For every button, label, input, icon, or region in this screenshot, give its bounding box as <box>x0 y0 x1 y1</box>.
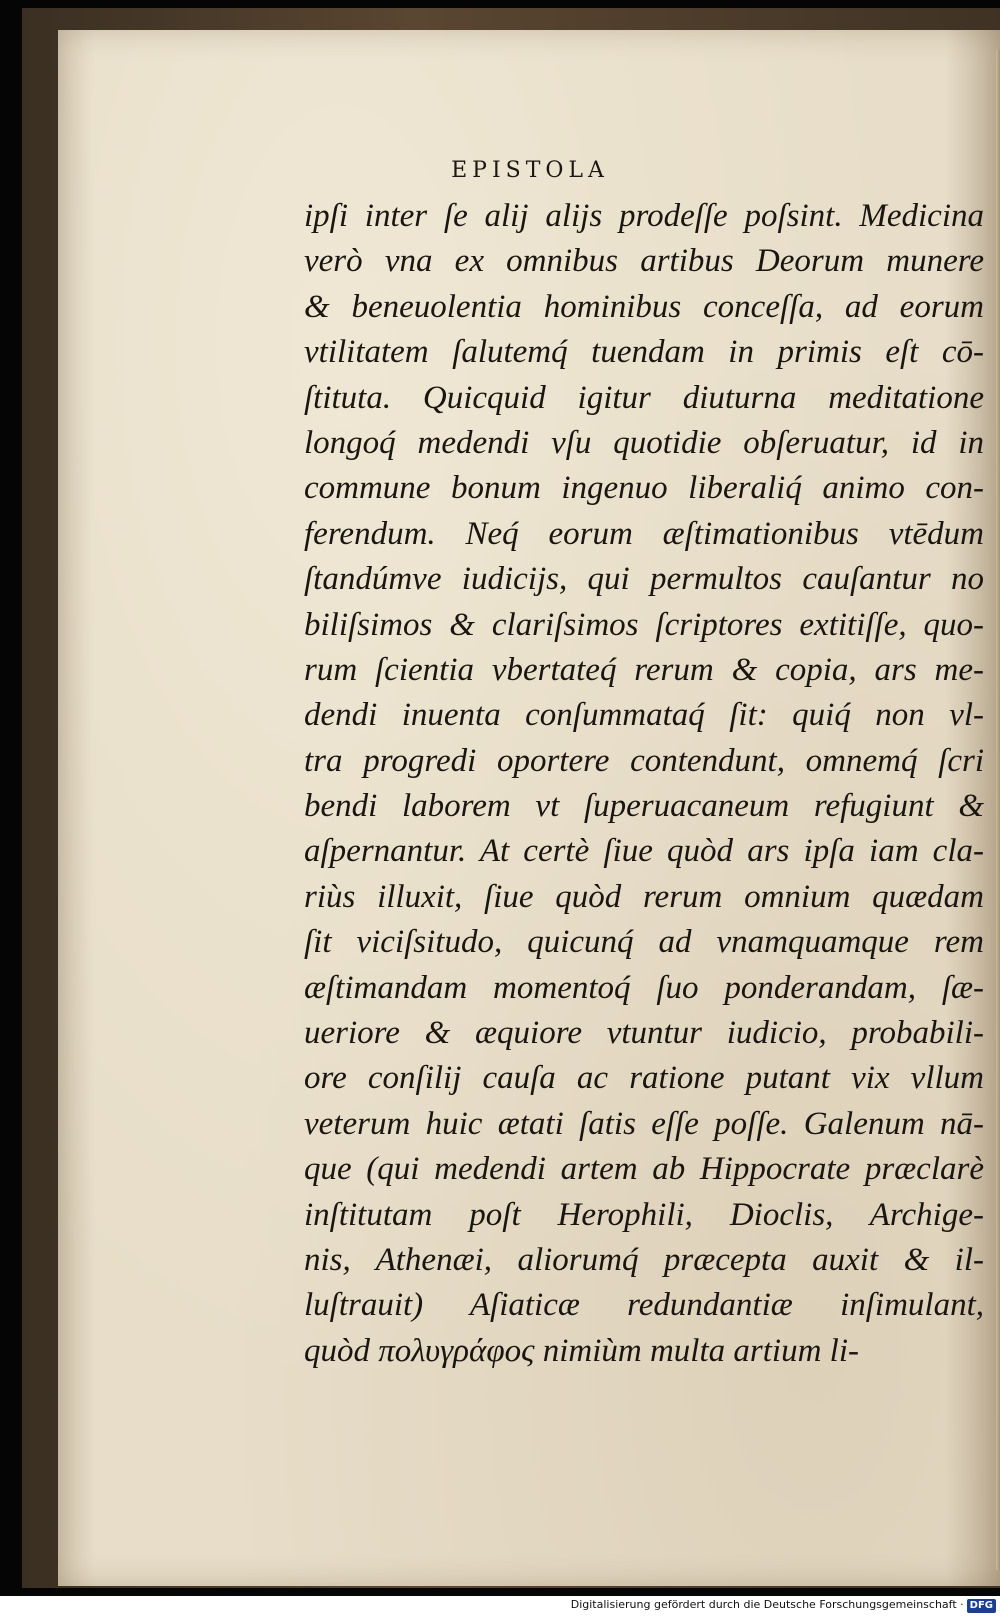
text-line: riùs illuxit, ſiue quòd rerum omnium quædam <box>304 878 984 915</box>
text-line: aſpernantur. At certè ſiue quòd ars ipſa iam cla- <box>304 833 984 870</box>
page-edge <box>996 50 1000 1570</box>
text-line: ſit viciſsitudo, quicunq́ ad vnamquamque rem <box>304 924 984 961</box>
book-page <box>58 30 1000 1586</box>
text-line: nis, Athenæi, aliorumq́ præcepta auxit & il- <box>304 1241 984 1278</box>
footer-text: Digitalisierung gefördert durch die Deutsche Forschungsgemeinschaft · <box>570 1598 964 1611</box>
dfg-logo-badge: DFG <box>967 1599 996 1613</box>
running-head: EPISTOLA <box>451 158 609 183</box>
text-line: bendi laborem vt ſuperuacaneum refugiunt & <box>304 788 984 825</box>
text-line: rum ſcientia vbertateq́ rerum & copia, ars me- <box>304 651 984 688</box>
text-line: vtilitatem ſalutemq́ tuendam in primis eſt cō- <box>304 334 984 371</box>
body-text <box>304 194 984 1374</box>
text-line: dendi inuenta conſummataq́ ſit: quiq́ non vl- <box>304 697 984 734</box>
text-line: ore conſilij cauſa ac ratione putant vix vllum <box>304 1060 984 1097</box>
funding-footer <box>571 1598 996 1613</box>
text-line: longoq́ medendi vſu quotidie obſeruatur, id in <box>304 424 984 461</box>
book-board <box>22 8 1000 1588</box>
text-line: verò vna ex omnibus artibus Deorum munere <box>304 243 984 280</box>
text-line: ferendum. Neq́ eorum æſtimationibus vtēdum <box>304 515 984 552</box>
text-line: inſtitutam poſt Herophili, Dioclis, Archige- <box>304 1196 984 1233</box>
text-line: quòd πολυγράφος nimiùm multa artium li- <box>304 1332 859 1369</box>
text-line: æſtimandam momentoq́ ſuo ponderandam, ſæ- <box>304 969 984 1006</box>
text-line: luſtrauit) Aſiaticæ redundantiæ inſimulant, <box>304 1287 984 1324</box>
text-line: ipſi inter ſe alij alijs prodeſſe poſsint. Medicina <box>304 198 984 234</box>
text-line: biliſsimos & clariſsimos ſcriptores extitiſſe, quo- <box>304 606 984 643</box>
text-line: veterum huic ætati ſatis eſſe poſſe. Galenum nā- <box>304 1105 984 1142</box>
text-line: ſtituta. Quicquid igitur diuturna meditatione <box>304 379 984 416</box>
text-line: commune bonum ingenuo liberaliq́ animo con- <box>304 470 984 507</box>
text-line: ſtandúmve iudicijs, qui permultos cauſantur no <box>304 561 984 598</box>
text-line: ueriore & æquiore vtuntur iudicio, probabili- <box>304 1015 984 1052</box>
text-line: & beneuolentia hominibus conceſſa, ad eorum <box>304 288 984 325</box>
text-line: que (qui medendi artem ab Hippocrate præclarè <box>304 1151 984 1188</box>
text-line: tra progredi oportere contendunt, omnemq́ ſcri <box>304 742 984 779</box>
